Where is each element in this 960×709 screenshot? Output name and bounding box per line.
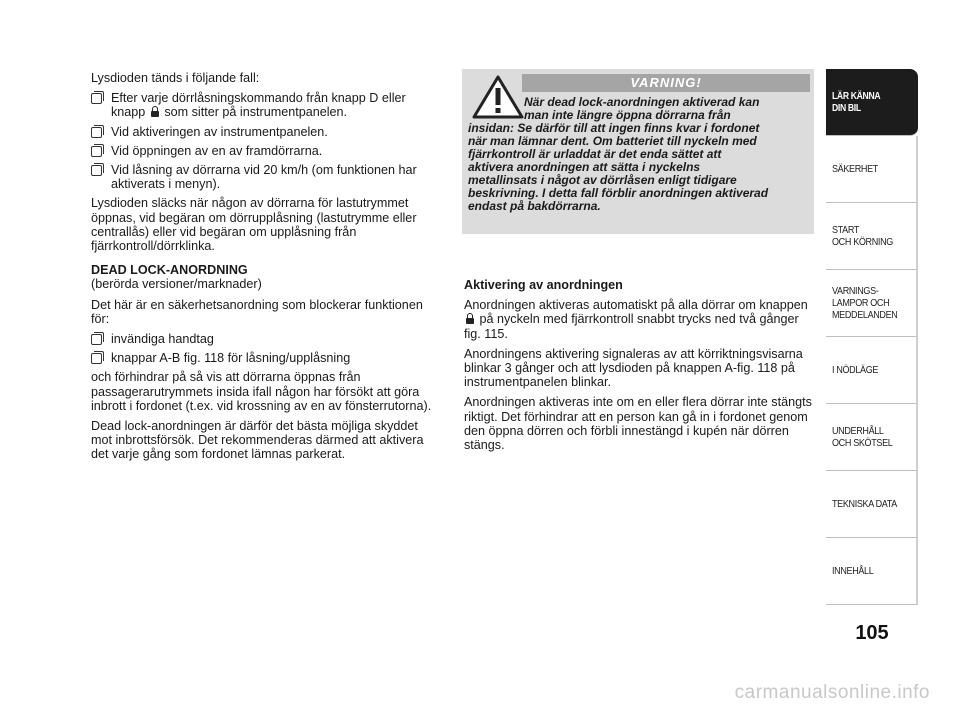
page-number: 105 [855, 622, 889, 644]
paragraph: Anordningens aktivering signaleras av att körriktningsvisarna blinkar 3 gånger och att lysdioden på knappen A-fig. 118 på instrumentpanelen blinkar. [464, 346, 803, 390]
paragraph: och förhindrar på så vis att dörrarna öppnas från passagerarutrymmets insida ifall någon har försökt att göra inbrott i fordonet (t.ex. vid krossning av en av fönsterrutorna). [91, 370, 432, 413]
warning-text: När dead lock-anordningen aktiverad kan man inte längre öppna dörrarna från insidan: Se därför till att ingen finns kvar i fordonet när man lämnar dent. Om batteriet till nyckeln med fjärrkontroll är urladdat är det enda sättet att aktivera anordningen att sätta i nyckelns metallinsats i något av dörrlåsen enligt tidigare beskrivning. I detta fall förblir anordningen aktiverad endast på bakdörrarna. [468, 95, 769, 213]
list-item: Vid öppningen av en av framdörrarna. [91, 144, 441, 158]
tab-innehall[interactable]: INNEHÅLL [826, 538, 918, 605]
watermark: carmanualsonline.info [734, 682, 930, 703]
list-item: Vid låsning av dörrarna vid 20 km/h (om funktionen har aktiverats i menyn). [91, 163, 441, 191]
section-heading: Aktivering av anordningen [464, 278, 623, 292]
paragraph: Lysdioden släcks när någon av dörrarna för lastutrymmet öppnas, vid begäran om dörrupplåsning (lastutrymme eller centrallås) eller vid begäran om upplåsning från fjärrkontroll/dörrklinka. [91, 196, 417, 254]
list-item: Efter varje dörrlåsningskommando från knapp D eller knapp som sitter på instrumentpanelen. [91, 91, 441, 119]
section-heading: DEAD LOCK-ANORDNING [91, 263, 248, 278]
intro-text: Lysdioden tänds i följande fall: [91, 71, 260, 85]
tab-tekniska-data[interactable]: TEKNISKA DATA [826, 471, 918, 538]
lock-icon [466, 313, 474, 324]
paragraph: Anordningen aktiveras automatiskt på alla dörrar om knappen på nyckeln med fjärrkontroll snabbt trycks ned två gånger fig. 115. [464, 298, 808, 341]
paragraph: Anordningen aktiveras inte om en eller flera dörrar inte stängts riktigt. Det förhindrar att en person kan gå in i fordonet genom den öppna dörren och förbli innestängd i kupén när dörren stängs. [464, 395, 812, 453]
section-tabs [826, 69, 918, 605]
checkbox-bullet-icon [91, 146, 102, 157]
paragraph: Det här är en säkerhetsanordning som blockerar funktionen för: [91, 297, 423, 326]
list-item: knappar A-B fig. 118 för låsning/upplåsning [91, 351, 441, 365]
checkbox-bullet-icon [91, 353, 102, 364]
warning-title: VARNING! [522, 74, 810, 92]
checkbox-bullet-icon [91, 127, 102, 138]
lock-icon [151, 106, 159, 117]
checkbox-bullet-icon [91, 334, 102, 345]
tab-sakerhet[interactable]: SÄKERHET [826, 136, 918, 203]
section-subheading: (berörda versioner/marknader) [91, 277, 262, 292]
checkbox-bullet-icon [91, 165, 102, 176]
tab-lar-kanna-din-bil[interactable]: LÄR KÄNNA DIN BIL [826, 69, 918, 136]
list-item: invändiga handtag [91, 332, 441, 346]
list-item: Vid aktiveringen av instrumentpanelen. [91, 125, 441, 139]
tab-underhall[interactable]: UNDERHÅLL OCH SKÖTSEL [826, 404, 918, 471]
tab-varningslampor[interactable]: VARNINGS- LAMPOR OCH MEDDELANDEN [826, 270, 918, 337]
tab-start-och-korning[interactable]: START OCH KÖRNING [826, 203, 918, 270]
left-column [91, 71, 441, 468]
right-column [464, 278, 814, 458]
checkbox-bullet-icon [91, 93, 102, 104]
warning-box [462, 69, 814, 234]
tab-i-nodlage[interactable]: I NÖDLÄGE [826, 337, 918, 404]
paragraph: Dead lock-anordningen är därför det bästa möjliga skyddet mot inbrottsförsök. Det rekommenderas därmed att aktivera det varje gång som fordonet lämnas parkerat. [91, 419, 424, 462]
